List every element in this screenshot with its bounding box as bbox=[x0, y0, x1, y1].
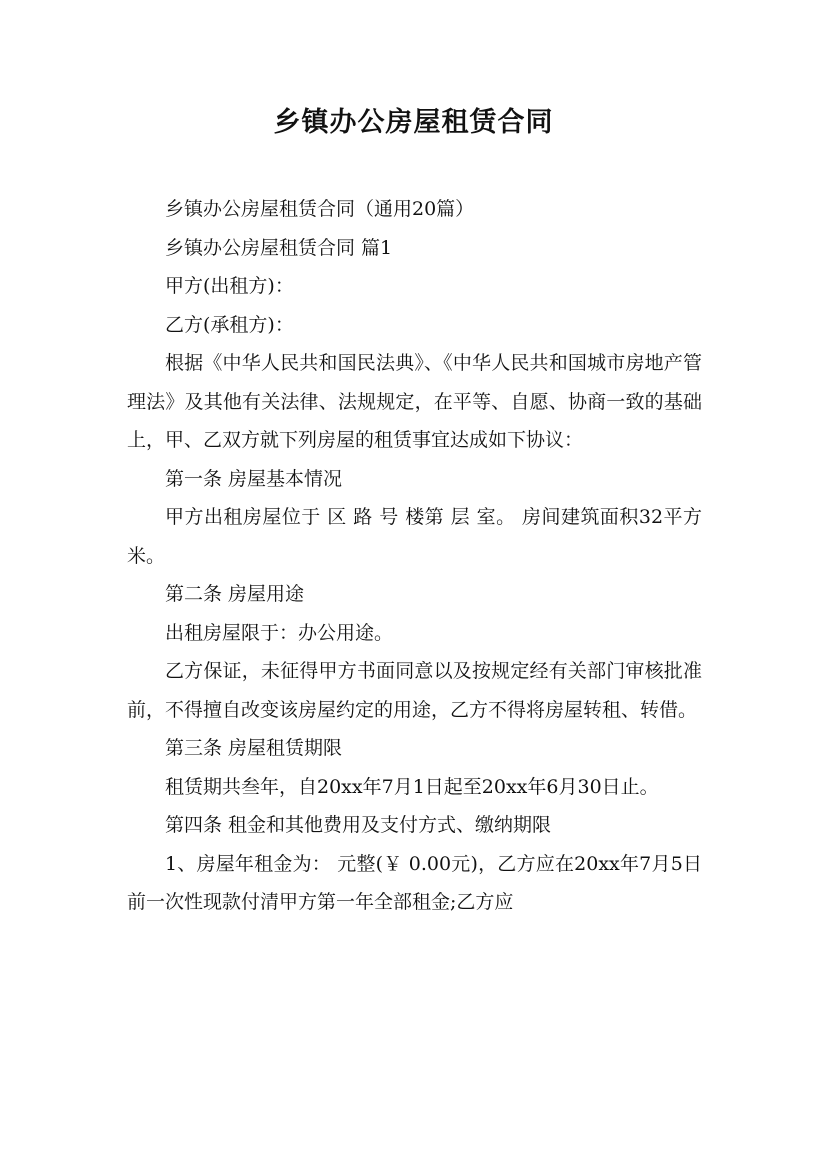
section-heading: 乡镇办公房屋租赁合同 篇1 bbox=[165, 236, 393, 259]
article-4-heading: 第四条 租金和其他费用及支付方式、缴纳期限 bbox=[165, 814, 552, 836]
article-4-item-1: 1、房屋年租金为： 元整(￥ 0.00元)，乙方应在20xx年7月5日前一次性现款付清甲方第一年全部租金;乙方应 bbox=[127, 852, 702, 913]
article-2-heading: 第二条 房屋用途 bbox=[165, 583, 305, 605]
article-2-text: 出租房屋限于：办公用途。 bbox=[165, 621, 394, 644]
article-2-guarantee: 乙方保证，未征得甲方书面同意以及按规定经有关部门审核批准前，不得擅自改变该房屋约定的用途，乙方不得将房屋转租、转借。 bbox=[127, 660, 702, 721]
subtitle-paragraph: 乡镇办公房屋租赁合同（通用20篇） bbox=[165, 198, 475, 220]
article-3-text: 租赁期共叁年，自20xx年7月1日起至20xx年6月30日止。 bbox=[165, 775, 659, 798]
party-b-line: 乙方(承租方)： bbox=[165, 313, 294, 336]
preamble-paragraph: 根据《中华人民共和国民法典》、《中华人民共和国城市房地产管理法》及其他有关法律、法规规定，在平等、自愿、协商一致的基础上，甲、乙双方就下列房屋的租赁事宜达成如下协议： bbox=[127, 352, 702, 451]
document-title: 乡镇办公房屋租赁合同 bbox=[273, 107, 554, 138]
party-a-line: 甲方(出租方)： bbox=[165, 275, 294, 297]
document-body bbox=[127, 190, 702, 922]
article-1-heading: 第一条 房屋基本情况 bbox=[165, 467, 343, 490]
article-1-text: 甲方出租房屋位于 区 路 号 楼第 层 室。 房间建筑面积32平方米。 bbox=[127, 506, 702, 567]
article-3-heading: 第三条 房屋租赁期限 bbox=[165, 737, 343, 759]
